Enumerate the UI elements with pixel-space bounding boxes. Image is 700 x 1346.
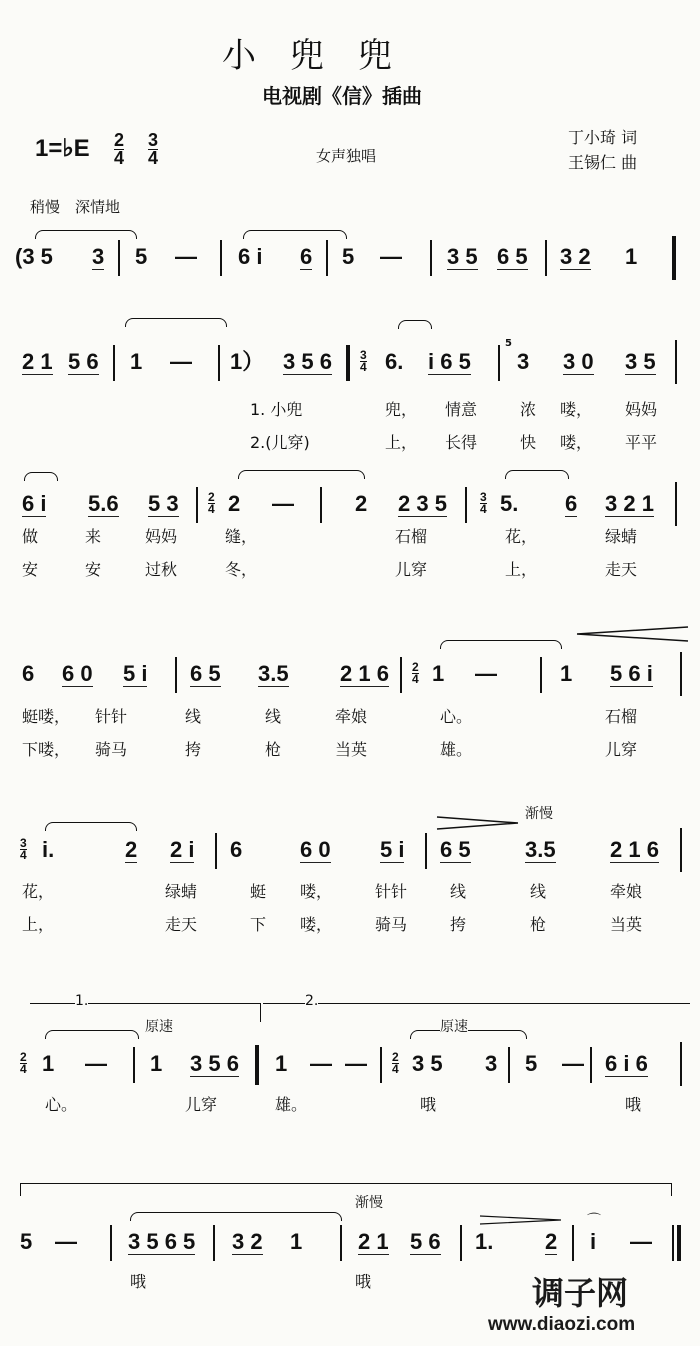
key-signature: 1=♭E <box>35 135 90 162</box>
lyric: 过秋 <box>145 560 178 579</box>
crescendo-hairpin <box>575 625 690 643</box>
lyric: 冬， <box>225 560 258 579</box>
lyric: 线 <box>530 882 547 901</box>
tempo-marking: 渐慢 <box>525 806 553 822</box>
lyric: 下 <box>250 915 267 934</box>
note-group: 3.5 <box>525 837 556 862</box>
song-subtitle: 电视剧《信》插曲 <box>262 84 422 108</box>
lyric: 线 <box>185 707 202 726</box>
bar-line <box>220 240 222 276</box>
lyric: 枪 <box>265 740 282 759</box>
lyric: 缝， <box>225 527 258 546</box>
note-group: 3 <box>92 244 105 269</box>
lyric: 安 <box>85 560 102 579</box>
lyric: 牵娘 <box>610 882 643 901</box>
lyric: 安 <box>22 560 39 579</box>
note-group: 2 i <box>170 837 195 862</box>
lyric: 妈妈 <box>625 400 658 419</box>
lyric: 线 <box>450 882 467 901</box>
slur <box>440 640 562 649</box>
note-group: 1） <box>230 349 265 374</box>
slur <box>24 472 58 481</box>
lyric: 下喽， <box>22 740 71 759</box>
bar-line <box>196 487 198 523</box>
time-signature: 3 4 <box>360 348 367 374</box>
note-group: 1 <box>560 661 573 686</box>
tempo-marking: 原速 <box>440 1016 468 1036</box>
lyric: 上， <box>385 433 418 452</box>
note-group: 5 6 <box>410 1229 441 1254</box>
lyric: 雄。 <box>440 740 473 759</box>
note-group: 6 <box>300 244 313 269</box>
lyric: 线 <box>265 707 282 726</box>
note-group: 6 i <box>22 491 47 516</box>
note-group: — <box>475 661 497 686</box>
bar-line <box>218 345 220 381</box>
note-group: — <box>562 1051 584 1076</box>
lyric: 石榴 <box>605 707 638 726</box>
composer-credit: 王锡仁 曲 <box>568 153 638 172</box>
note-group: 5 6 <box>68 349 99 374</box>
time-signature: 2 4 <box>412 660 419 686</box>
lyric: 喽， <box>560 433 593 452</box>
bar-line <box>540 657 542 693</box>
note-group: 6 i <box>238 244 263 269</box>
note-group: — <box>85 1051 107 1076</box>
bar-line <box>460 1225 462 1261</box>
note-group: 2 1 6 <box>340 661 389 686</box>
lyric: 2.(儿穿) <box>250 433 310 452</box>
lyric: 喽， <box>300 882 333 901</box>
note-group: 1 <box>275 1051 288 1076</box>
note-group: 2 1 6 <box>610 837 659 862</box>
lyric: 儿穿 <box>185 1095 218 1114</box>
lyric: 上， <box>22 915 55 934</box>
lyric: 情意 <box>445 400 478 419</box>
note-group: 3 0 <box>563 349 594 374</box>
slur <box>243 230 347 239</box>
note-group: 1 <box>150 1051 163 1076</box>
bar-line <box>213 1225 215 1261</box>
lyric: 来 <box>85 527 102 546</box>
note-group: 2 <box>355 491 368 516</box>
note-group: — <box>55 1229 77 1254</box>
note-group: i. <box>42 837 55 862</box>
note-group: 3 5 <box>625 349 656 374</box>
first-ending-label: 1. <box>75 993 89 1009</box>
lyric: 石榴 <box>395 527 428 546</box>
note-group: 6 0 <box>300 837 331 862</box>
lyric: 浓 <box>520 400 537 419</box>
note-group: 1 <box>290 1229 303 1254</box>
note-group: 2 3 5 <box>398 491 447 516</box>
note-group: — <box>310 1051 332 1076</box>
lyric: 长得 <box>445 433 478 452</box>
note-group: — <box>272 491 294 516</box>
lyric: 花， <box>505 527 538 546</box>
note-group: 3 5 <box>412 1051 443 1076</box>
note-group: 2 <box>228 491 241 516</box>
performance-type: 女声独唱 <box>316 147 377 165</box>
note-group: 5 <box>342 244 355 269</box>
note-group: — <box>380 244 402 269</box>
bar-line <box>118 240 120 276</box>
bar-line <box>113 345 115 381</box>
lyric: 针针 <box>95 707 128 726</box>
grace-note: 5 <box>505 338 512 349</box>
note-group: 3 2 1 <box>605 491 654 516</box>
bar-line <box>498 345 500 381</box>
note-group: 1 <box>130 349 143 374</box>
bar-line <box>133 1047 135 1083</box>
bar-line <box>425 833 427 869</box>
note-group: 5 <box>20 1229 33 1254</box>
note-group: 1. <box>475 1229 494 1254</box>
second-ending-bracket <box>263 1003 690 1022</box>
song-title: 小 兜 兜 <box>222 36 392 76</box>
note-group: 3 2 <box>560 244 591 269</box>
tempo-marking: 稍慢 深情地 <box>30 198 121 216</box>
slur <box>130 1212 342 1221</box>
lyric: 1. 小兜 <box>250 400 303 419</box>
bar-line <box>400 657 402 693</box>
lyric: 枪 <box>530 915 547 934</box>
note-group: 2 1 <box>358 1229 389 1254</box>
lyric: 骑马 <box>375 915 408 934</box>
slur <box>45 822 137 831</box>
lyric: 心。 <box>440 707 473 726</box>
bar-line <box>672 236 676 280</box>
note-group: 6 i 6 <box>605 1051 648 1076</box>
bar-line <box>340 1225 342 1261</box>
lyric: 喽， <box>560 400 593 419</box>
watermark-logo: 调子网 <box>532 1274 629 1312</box>
lyric: 绿蜻 <box>165 882 198 901</box>
note-group: i 6 5 <box>428 349 471 374</box>
note-group: 5 3 <box>148 491 179 516</box>
fermata-icon: ⌒ <box>587 1213 601 1229</box>
time-signature: 2 4 <box>20 1050 27 1076</box>
note-group: 6 <box>565 491 578 516</box>
note-group: 5 i <box>380 837 405 862</box>
lyric: 妈妈 <box>145 527 178 546</box>
time-signature: 2 4 <box>392 1050 399 1076</box>
bar-line <box>110 1225 112 1261</box>
lyric: 挎 <box>185 740 202 759</box>
time-signature-2-4: 2 4 <box>114 130 125 168</box>
lyric: 哦 <box>130 1272 147 1291</box>
bar-line <box>430 240 432 276</box>
lyric: 蜓 <box>250 882 267 901</box>
lyric: 哦 <box>625 1095 642 1114</box>
lyric: 做 <box>22 527 39 546</box>
lyric: 快 <box>520 433 537 452</box>
bar-line <box>465 487 467 523</box>
bar-line <box>680 828 682 872</box>
note-group: 5 6 i <box>610 661 653 686</box>
note-group: — <box>175 244 197 269</box>
note-group: 2 1 <box>22 349 53 374</box>
lyric: 心。 <box>45 1095 78 1114</box>
bar-line <box>545 240 547 276</box>
note-group: 5 <box>525 1051 538 1076</box>
bar-line <box>680 1042 682 1086</box>
lyric: 挎 <box>450 915 467 934</box>
final-bar-thick <box>677 1225 681 1261</box>
repeat-end-bar <box>255 1045 259 1085</box>
note-group: 6 <box>22 661 35 686</box>
note-group: 6 5 <box>190 661 221 686</box>
lyric: 上， <box>505 560 538 579</box>
note-group: 5 <box>135 244 148 269</box>
bar-line <box>380 1047 382 1083</box>
lyric: 儿穿 <box>605 740 638 759</box>
bar-line <box>175 657 177 693</box>
slur <box>398 320 432 329</box>
lyricist-credit: 丁小琦 词 <box>568 128 638 147</box>
lyric: 花， <box>22 882 55 901</box>
bar-line <box>680 652 682 696</box>
note-group: 6 5 <box>497 244 528 269</box>
time-signature: 3 4 <box>20 836 27 862</box>
final-bar-thin <box>672 1225 674 1261</box>
lyric: 当英 <box>335 740 368 759</box>
bar-line <box>675 340 677 384</box>
lyric: 哦 <box>420 1095 437 1114</box>
lyric: 蜓喽， <box>22 707 71 726</box>
bar-line <box>572 1225 574 1261</box>
note-group: 5.6 <box>88 491 119 516</box>
bar-line <box>590 1047 592 1083</box>
lyric: 走天 <box>605 560 638 579</box>
slur <box>125 318 227 327</box>
note-group: 3 <box>517 349 530 374</box>
slur <box>35 230 137 239</box>
lyric: 骑马 <box>95 740 128 759</box>
note-group: 5 i <box>123 661 148 686</box>
note-group: 2 <box>545 1229 558 1254</box>
note-group: i <box>590 1229 597 1254</box>
note-group: 3 5 6 <box>190 1051 239 1076</box>
time-signature: 3 4 <box>480 490 487 516</box>
lyric: 雄。 <box>275 1095 308 1114</box>
time-signature-3-4: 3 4 <box>148 130 159 168</box>
note-group: 6. <box>385 349 404 374</box>
note-group: 3 5 <box>447 244 478 269</box>
decrescendo-hairpin <box>435 815 520 831</box>
note-group: 3 5 6 5 <box>128 1229 196 1254</box>
lyric: 平平 <box>625 433 658 452</box>
note-group: 1 <box>42 1051 55 1076</box>
slur <box>45 1030 139 1039</box>
note-group: 6 0 <box>62 661 93 686</box>
repeat-start-bar <box>346 345 350 381</box>
lyric: 兜， <box>385 400 418 419</box>
note-group: 3 5 6 <box>283 349 332 374</box>
second-ending-label: 2. <box>305 993 319 1009</box>
slur <box>238 470 365 479</box>
decrescendo-hairpin <box>478 1214 563 1226</box>
note-group: 3 2 <box>232 1229 263 1254</box>
note-group: — <box>630 1229 652 1254</box>
lyric: 牵娘 <box>335 707 368 726</box>
bar-line <box>320 487 322 523</box>
tempo-marking: 原速 <box>145 1019 173 1035</box>
note-group: 6 <box>230 837 243 862</box>
time-signature: 2 4 <box>208 490 215 516</box>
bar-line <box>508 1047 510 1083</box>
note-group: 1 <box>432 661 445 686</box>
tempo-marking: 渐慢 <box>355 1195 383 1211</box>
tie-line <box>20 1183 672 1196</box>
note-group: — <box>345 1051 367 1076</box>
note-group: 1 <box>625 244 638 269</box>
lyric: 儿穿 <box>395 560 428 579</box>
bar-line <box>326 240 328 276</box>
slur <box>505 470 569 479</box>
note-group: 5. <box>500 491 519 516</box>
note-group: 3 <box>485 1051 498 1076</box>
lyric: 哦 <box>355 1272 372 1291</box>
note-group: 3.5 <box>258 661 289 686</box>
watermark-url: www.diaozi.com <box>488 1314 636 1335</box>
lyric: 针针 <box>375 882 408 901</box>
lyric: 当英 <box>610 915 643 934</box>
note-group: 6 5 <box>440 837 471 862</box>
lyric: 喽， <box>300 915 333 934</box>
bar-line <box>215 833 217 869</box>
lyric: 绿蜻 <box>605 527 638 546</box>
note-group: (3 5 <box>15 244 53 269</box>
bar-line <box>675 482 677 526</box>
note-group: 2 <box>125 837 138 862</box>
note-group: — <box>170 349 192 374</box>
slur <box>410 1030 527 1039</box>
lyric: 走天 <box>165 915 198 934</box>
